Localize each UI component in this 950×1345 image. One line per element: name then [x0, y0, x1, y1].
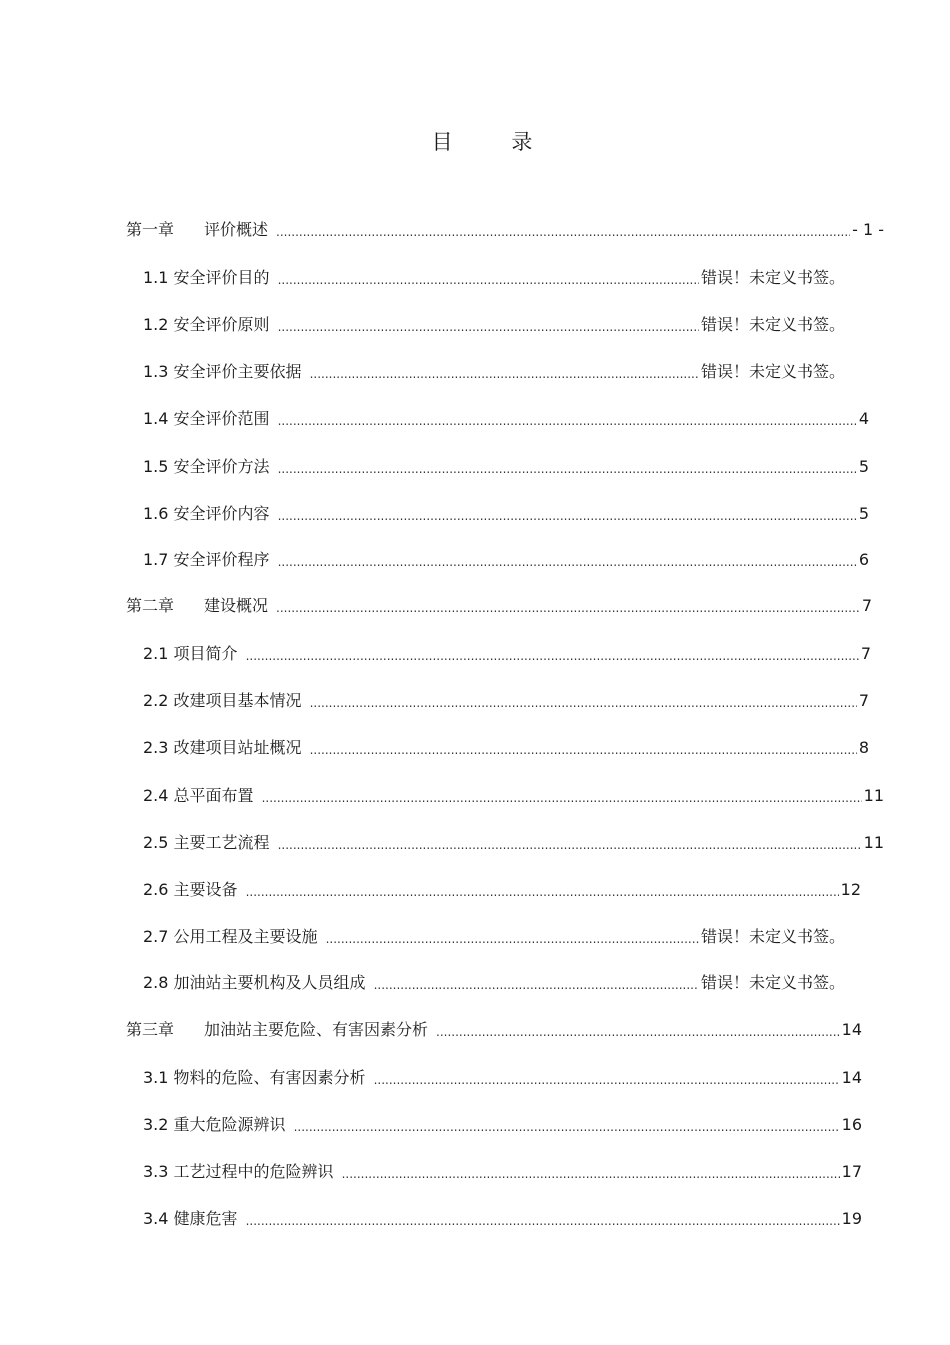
toc-entry-1-5[interactable] — [143, 456, 869, 478]
toc-entry-label: 2.3 改建项目站址概况 — [143, 738, 302, 757]
toc-entry-label: 1.3 安全评价主要依据 — [143, 362, 302, 381]
toc-entry-2-3[interactable] — [143, 737, 869, 759]
toc-entry-1-4[interactable] — [143, 408, 869, 430]
toc-entry-3-1[interactable] — [143, 1067, 862, 1089]
toc-entry-3-2[interactable] — [143, 1114, 862, 1136]
toc-entry-label: 2.1 项目简介 — [143, 644, 238, 663]
toc-page-number: 14 — [841, 1068, 862, 1087]
toc-entry-label: 1.1 安全评价目的 — [143, 268, 270, 287]
toc-entry-2-2[interactable] — [143, 690, 869, 712]
toc-entry-label: 1.4 安全评价范围 — [143, 409, 270, 428]
toc-entry-label: 1.2 安全评价原则 — [143, 315, 270, 334]
dot-leader — [278, 271, 699, 289]
toc-page-number: 16 — [841, 1115, 862, 1134]
toc-entry-1-3[interactable] — [143, 361, 845, 383]
toc-title: 目 录 — [431, 130, 559, 154]
toc-page-number: 5 — [858, 457, 869, 476]
toc-entry-label: 2.8 加油站主要机构及人员组成 — [143, 973, 366, 992]
dot-leader — [262, 789, 862, 807]
toc-page-number: 4 — [858, 409, 869, 428]
toc-page-number: 11 — [863, 833, 884, 852]
toc-entry-label: 2.5 主要工艺流程 — [143, 833, 270, 852]
toc-entry-1-6[interactable] — [143, 503, 869, 525]
dot-leader — [278, 553, 857, 571]
toc-page-number: 5 — [858, 504, 869, 523]
toc-page-number: 19 — [841, 1209, 862, 1228]
toc-entry-2-1[interactable] — [143, 643, 871, 665]
dot-leader — [278, 412, 857, 430]
dot-leader — [278, 460, 857, 478]
dot-leader — [246, 1212, 840, 1230]
toc-entry-2-7[interactable] — [143, 926, 845, 948]
toc-entry-label: 1.7 安全评价程序 — [143, 550, 270, 569]
dot-leader — [310, 694, 857, 712]
toc-page-number: 14 — [841, 1020, 862, 1039]
toc-entry-1-2[interactable] — [143, 314, 845, 336]
dot-leader — [342, 1165, 840, 1183]
dot-leader — [374, 976, 699, 994]
dot-leader — [276, 223, 850, 241]
toc-entry-chapter-3[interactable] — [126, 1019, 862, 1041]
dot-leader — [310, 741, 857, 759]
toc-entry-chapter-2[interactable] — [126, 595, 872, 617]
toc-entry-label: 第二章 建设概况 — [126, 596, 269, 615]
toc-entry-label: 1.5 安全评价方法 — [143, 457, 270, 476]
toc-entry-label: 1.6 安全评价内容 — [143, 504, 270, 523]
toc-entry-2-8[interactable] — [143, 972, 845, 994]
toc-page-number: 错误！未定义书签。 — [700, 927, 845, 946]
dot-leader — [436, 1023, 840, 1041]
toc-page-number: 错误！未定义书签。 — [700, 315, 845, 334]
toc-entry-label: 2.4 总平面布置 — [143, 786, 254, 805]
toc-page-number: - 1 - — [852, 220, 884, 239]
toc-page-number: 7 — [861, 596, 872, 615]
toc-entry-label: 2.6 主要设备 — [143, 880, 238, 899]
dot-leader — [278, 318, 699, 336]
toc-page-number: 错误！未定义书签。 — [700, 973, 845, 992]
toc-entry-label: 第三章 加油站主要危险、有害因素分析 — [126, 1020, 429, 1039]
dot-leader — [374, 1071, 840, 1089]
toc-entry-1-1[interactable] — [143, 267, 845, 289]
dot-leader — [310, 365, 699, 383]
dot-leader — [278, 507, 857, 525]
toc-entry-chapter-1[interactable] — [126, 219, 884, 241]
toc-entry-3-3[interactable] — [143, 1161, 862, 1183]
dot-leader — [278, 836, 862, 854]
dot-leader — [246, 647, 859, 665]
toc-page-number: 错误！未定义书签。 — [700, 268, 845, 287]
toc-entry-label: 3.1 物料的危险、有害因素分析 — [143, 1068, 366, 1087]
toc-entry-1-7[interactable] — [143, 549, 869, 571]
toc-page-number: 8 — [858, 738, 869, 757]
toc-entry-label: 2.7 公用工程及主要设施 — [143, 927, 318, 946]
toc-page-number: 错误！未定义书签。 — [700, 362, 845, 381]
toc-entry-label: 3.3 工艺过程中的危险辨识 — [143, 1162, 334, 1181]
toc-page-number: 17 — [841, 1162, 862, 1181]
toc-page-number: 7 — [858, 691, 869, 710]
toc-page-number: 6 — [858, 550, 869, 569]
toc-entry-label: 3.2 重大危险源辨识 — [143, 1115, 286, 1134]
dot-leader — [294, 1118, 840, 1136]
toc-page-number: 12 — [840, 880, 861, 899]
dot-leader — [276, 599, 860, 617]
toc-entry-label: 2.2 改建项目基本情况 — [143, 691, 302, 710]
dot-leader — [326, 930, 699, 948]
toc-entry-3-4[interactable] — [143, 1208, 862, 1230]
toc-entry-2-5[interactable] — [143, 832, 884, 854]
toc-page-number: 11 — [863, 786, 884, 805]
dot-leader — [246, 883, 839, 901]
toc-page-number: 7 — [860, 644, 871, 663]
toc-entry-2-6[interactable] — [143, 879, 861, 901]
toc-entry-label: 3.4 健康危害 — [143, 1209, 238, 1228]
toc-entry-2-4[interactable] — [143, 785, 884, 807]
toc-entry-label: 第一章 评价概述 — [126, 220, 269, 239]
